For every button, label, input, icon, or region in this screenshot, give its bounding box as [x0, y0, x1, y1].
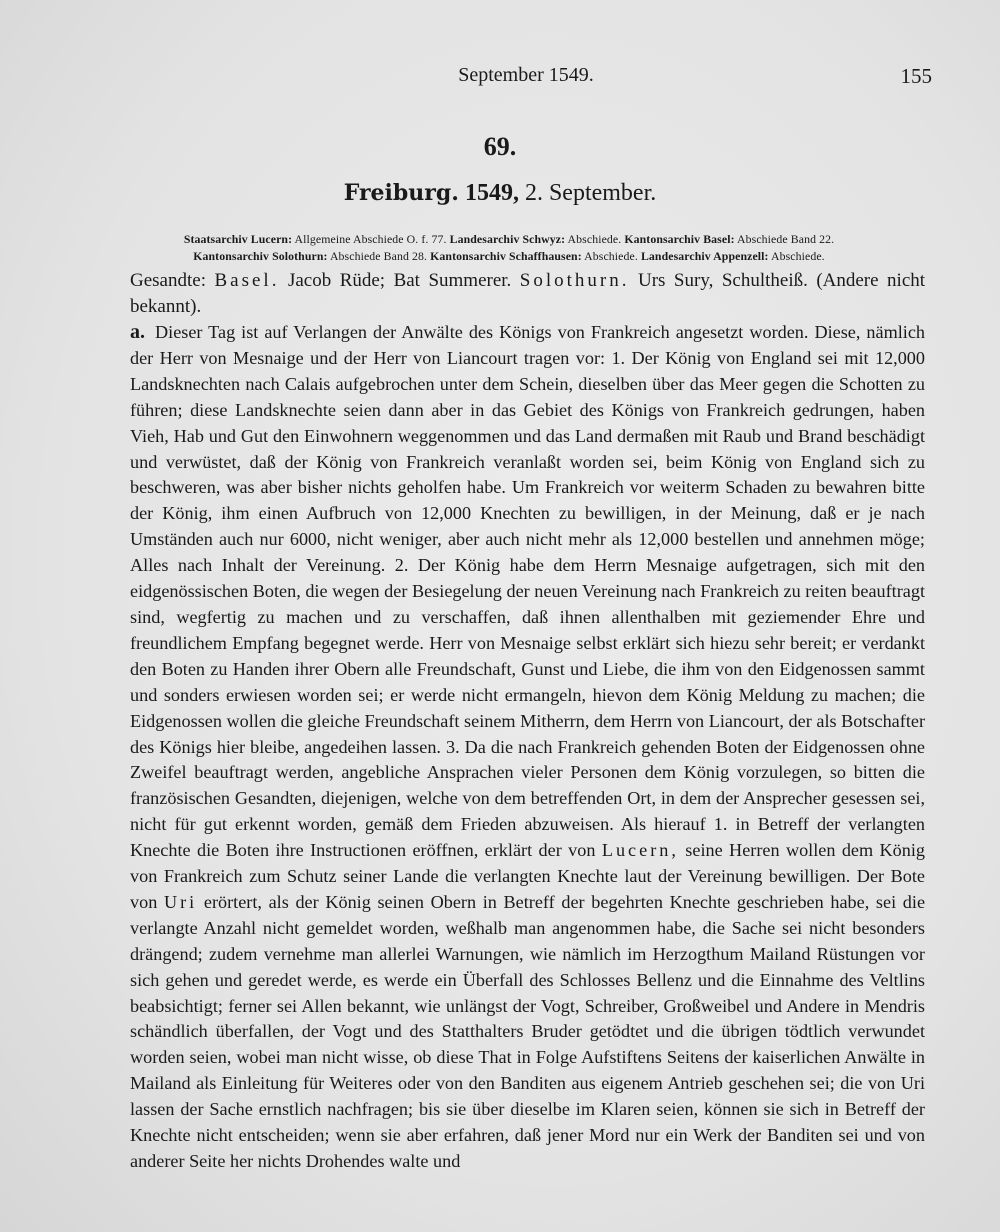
source-detail: Abschiede.: [567, 232, 622, 246]
source-detail: Abschiede.: [584, 249, 638, 263]
source-detail: Abschiede Band 28.: [329, 249, 428, 263]
source-archive: Landesarchiv Schwyz:: [449, 232, 566, 246]
title-place: Freiburg.: [343, 180, 459, 206]
delegates-place: Basel.: [214, 270, 280, 291]
delegates-names: Jacob Rüde; Bat Summerer.: [287, 270, 512, 291]
source-archive: Staatsarchiv Lucern:: [183, 232, 293, 246]
delegates-paragraph: [130, 268, 925, 320]
source-archive: Kantonsarchiv Solothurn:: [193, 249, 328, 263]
source-archive: Kantonsarchiv Basel:: [624, 232, 735, 246]
delegates-label: Gesandte:: [130, 270, 206, 291]
source-archive: Kantonsarchiv Schaffhausen:: [430, 249, 582, 263]
body-text: [130, 320, 925, 1175]
title-year: 1549,: [464, 180, 519, 206]
running-head: [120, 64, 932, 94]
source-detail: Abschiede.: [770, 249, 825, 263]
body-paragraph: erörtert, als der König seinen Obern in Betreff der begehrten Knechte geschrieben habe, sei die verlangte Anzahl nicht gemeldet worden, weßhalb man angenommen habe, die Sache sei nicht besonders drängend; zudem vernehme man allerlei Warnungen, wie nämlich im Herzogthum Mailand Rüstungen vor sich gehen und geredet werde, es werde ein Überfall des Schlosses Bellenz und die Einnahme des Veltlins beabsichtigt; ferner sei Allen bekannt, wie unlängst der Vogt, Schreiber, Großweibel und Andere in Mendris schändlich überfallen, der Vogt und des Statthalters Bruder getödtet und die übrigen tödtlich verwundet worden seien, wobei man nicht wisse, ob diese That in Folge Aufstiftens Seitens der kaiserlichen Anwälte in Mailand als Einleitung für Weiteres oder von den Banditen aus eigenem Antrieb geschehen sei; die von Uri lassen der Sache ernstlich nachfragen; bis sie über dieselbe im Klaren seien, können sie sich in Betreff der Knechte nicht entscheiden; wenn sie aber erfahren, daß jener Mord nur ein Werk der Banditen sei und von anderer Seite her nichts Drohendes walte und: [130, 891, 926, 1171]
source-detail: Allgemeine Abschiede O. f. 77.: [294, 232, 447, 246]
document-title: [0, 180, 1000, 207]
body-paragraph: seine Herren wollen dem König von Frankreich zum Schutz seiner Lande die verlangten Knechte laut der Vereinung bewilligen. Der Bote von: [130, 840, 926, 912]
archive-sources: [118, 231, 900, 265]
section-marker: a.: [130, 321, 145, 343]
document-number: 69.: [483, 132, 517, 161]
source-detail: Abschiede Band 22.: [737, 232, 835, 246]
source-archive: Landesarchiv Appenzell:: [640, 249, 769, 263]
delegates-names: Urs Sury, Schultheiß. (Andere nicht bekannt).: [130, 270, 926, 317]
delegates-place: Solothurn.: [519, 270, 630, 291]
running-date: September 1549.: [458, 64, 594, 86]
place-name: Uri: [163, 891, 198, 912]
page-number: 155: [900, 64, 932, 88]
place-name: Lucern,: [601, 840, 679, 861]
body-paragraph: Dieser Tag ist auf Verlangen der Anwälte des Königs von Frankreich angesetzt worden. Diese, nämlich der Herr von Mesnaige und der Herr von Liancourt tragen vor: 1. Der König von England sei mit 12,000 Landsknechten nach Calais aufgebrochen unter dem Schein, dieselben über das Meer gegen die Schotten zu führen; diese Landsknechte seien dann aber in das Gebiet des Königs von Frankreich gedrungen, haben Vieh, Hab und Gut den Einwohnern weggenommen und das Land dermaßen mit Raub und Brand beschädigt und verwüstet, daß der König von Frankreich veranlaßt worden sei, beim König von England sich zu beschweren, was aber bisher nichts geholfen habe. Um Frankreich vor weiterm Schaden zu bewahren bitte der König, ihm einen Aufbruch von 12,000 Knechten zu bewilligen, in der Meinung, daß er je nach Umständen auch nur 6000, nicht weniger, aber auch nicht mehr als 12,000 bestellen und annehmen möge; Alles nach Inhalt der Vereinung. 2. Der König habe dem Herrn Mesnaige aufgetragen, sich mit den eidgenössischen Boten, die wegen der Besiegelung der neuen Vereinung nach Frankreich zu reiten beauftragt sind, wegfertig zu machen und zu verschaffen, daß ihnen allenthalben mit geziemender Ehre und freundlichem Empfang begegnet werde. Herr von Mesnaige selbst erklärt sich hiezu sehr bereit; er verdankt den Boten zu Handen ihrer Obern alle Freundschaft, Gunst und Liebe, die ihm von den Eidgenossen sammt und sonders erwiesen worden sei; er werde nicht ermangeln, hievon dem König Meldung zu machen; die Eidgenossen wollen die gleiche Freundschaft seinem Mitherrn, dem Herrn von Liancourt, der als Botschafter des Königs hier bleibe, angedeihen lassen. 3. Da die nach Frankreich gehenden Boten der Eidgenossen ohne Zweifel beauftragt werden, angebliche Ansprachen vieler Personen dem König vorzulegen, so bitten die französischen Gesandten, diejenigen, welche von dem betreffenden Ort, in dem der Ansprecher gesessen sei, nicht für gut erkennt worden, gemäß dem Frieden abzuweisen. Als hierauf 1. in Betreff der verlangten Knechte die Boten ihre Instructionen eröffnen, erklärt der von: [130, 322, 926, 861]
title-date: 2. September.: [524, 180, 657, 206]
